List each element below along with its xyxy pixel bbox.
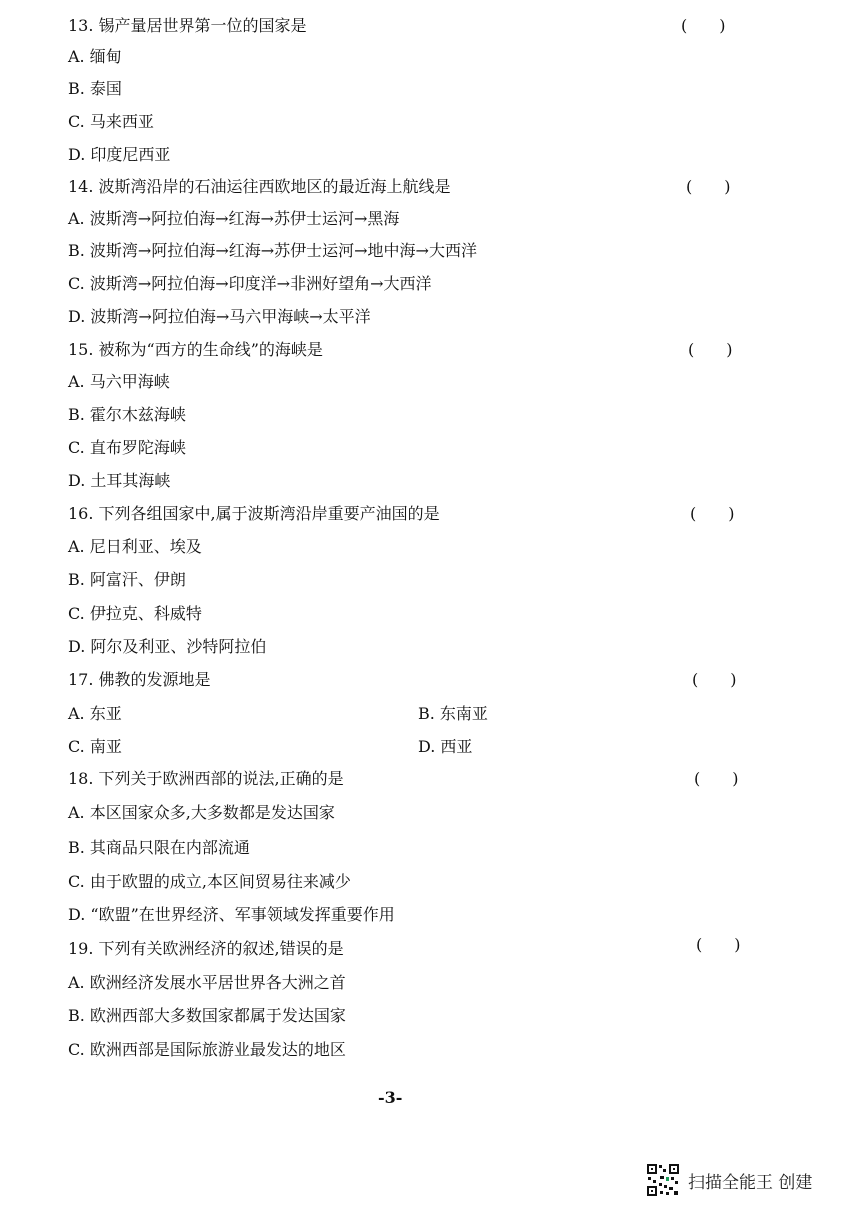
qr-code-icon: [646, 1163, 680, 1197]
question-14-option-c: C. 波斯湾→阿拉伯海→印度洋→非洲好望角→大西洋: [68, 274, 432, 293]
question-15-stem: 15. 被称为“西方的生命线”的海峡是: [68, 340, 323, 359]
question-18-stem: 18. 下列关于欧洲西部的说法,正确的是: [68, 769, 344, 788]
question-14-stem: 14. 波斯湾沿岸的石油运往西欧地区的最近海上航线是: [68, 177, 451, 196]
question-14-answer-blank: ( ): [686, 177, 731, 196]
question-16-option-c: C. 伊拉克、科威特: [68, 604, 202, 623]
question-17-stem: 17. 佛教的发源地是: [68, 670, 211, 689]
question-19-answer-blank: ( ): [696, 935, 741, 954]
question-15-option-a: A. 马六甲海峡: [68, 372, 170, 391]
question-15-answer-blank: ( ): [688, 340, 733, 359]
watermark-text: 扫描全能王 创建: [688, 1172, 813, 1193]
question-18-option-a: A. 本区国家众多,大多数都是发达国家: [68, 803, 335, 822]
question-14-option-b: B. 波斯湾→阿拉伯海→红海→苏伊士运河→地中海→大西洋: [68, 241, 477, 260]
question-16-option-d: D. 阿尔及利亚、沙特阿拉伯: [68, 637, 267, 656]
question-15-option-d: D. 土耳其海峡: [68, 471, 171, 490]
question-17-option-c: C. 南亚: [68, 737, 122, 756]
question-16-answer-blank: ( ): [690, 504, 735, 523]
question-13-option-b: B. 泰国: [68, 79, 122, 98]
question-18-option-c: C. 由于欧盟的成立,本区间贸易往来减少: [68, 872, 351, 891]
question-13-option-c: C. 马来西亚: [68, 112, 154, 131]
question-18-answer-blank: ( ): [694, 769, 739, 788]
question-13-option-a: A. 缅甸: [68, 47, 122, 66]
question-19-option-c: C. 欧洲西部是国际旅游业最发达的地区: [68, 1040, 346, 1059]
page-number: -3-: [378, 1088, 403, 1107]
question-17-option-b: B. 东南亚: [418, 704, 488, 723]
question-16-stem: 16. 下列各组国家中,属于波斯湾沿岸重要产油国的是: [68, 504, 440, 523]
question-16-option-b: B. 阿富汗、伊朗: [68, 570, 186, 589]
question-17-option-d: D. 西亚: [418, 737, 473, 756]
question-13-option-d: D. 印度尼西亚: [68, 145, 171, 164]
question-18-option-b: B. 其商品只限在内部流通: [68, 838, 250, 857]
question-16-option-a: A. 尼日利亚、埃及: [68, 537, 202, 556]
question-19-stem: 19. 下列有关欧洲经济的叙述,错误的是: [68, 939, 344, 958]
question-18-option-d: D. “欧盟”在世界经济、军事领域发挥重要作用: [68, 905, 395, 924]
question-19-option-a: A. 欧洲经济发展水平居世界各大洲之首: [68, 973, 346, 992]
question-14-option-a: A. 波斯湾→阿拉伯海→红海→苏伊士运河→黑海: [68, 209, 400, 228]
question-13-stem: 13. 锡产量居世界第一位的国家是: [68, 16, 307, 35]
question-15-option-b: B. 霍尔木兹海峡: [68, 405, 186, 424]
question-17-answer-blank: ( ): [692, 670, 737, 689]
question-19-option-b: B. 欧洲西部大多数国家都属于发达国家: [68, 1006, 346, 1025]
question-17-option-a: A. 东亚: [68, 704, 122, 723]
scanner-watermark: [646, 1163, 812, 1197]
question-15-option-c: C. 直布罗陀海峡: [68, 438, 186, 457]
question-14-option-d: D. 波斯湾→阿拉伯海→马六甲海峡→太平洋: [68, 307, 371, 326]
question-13-answer-blank: ( ): [681, 16, 726, 35]
